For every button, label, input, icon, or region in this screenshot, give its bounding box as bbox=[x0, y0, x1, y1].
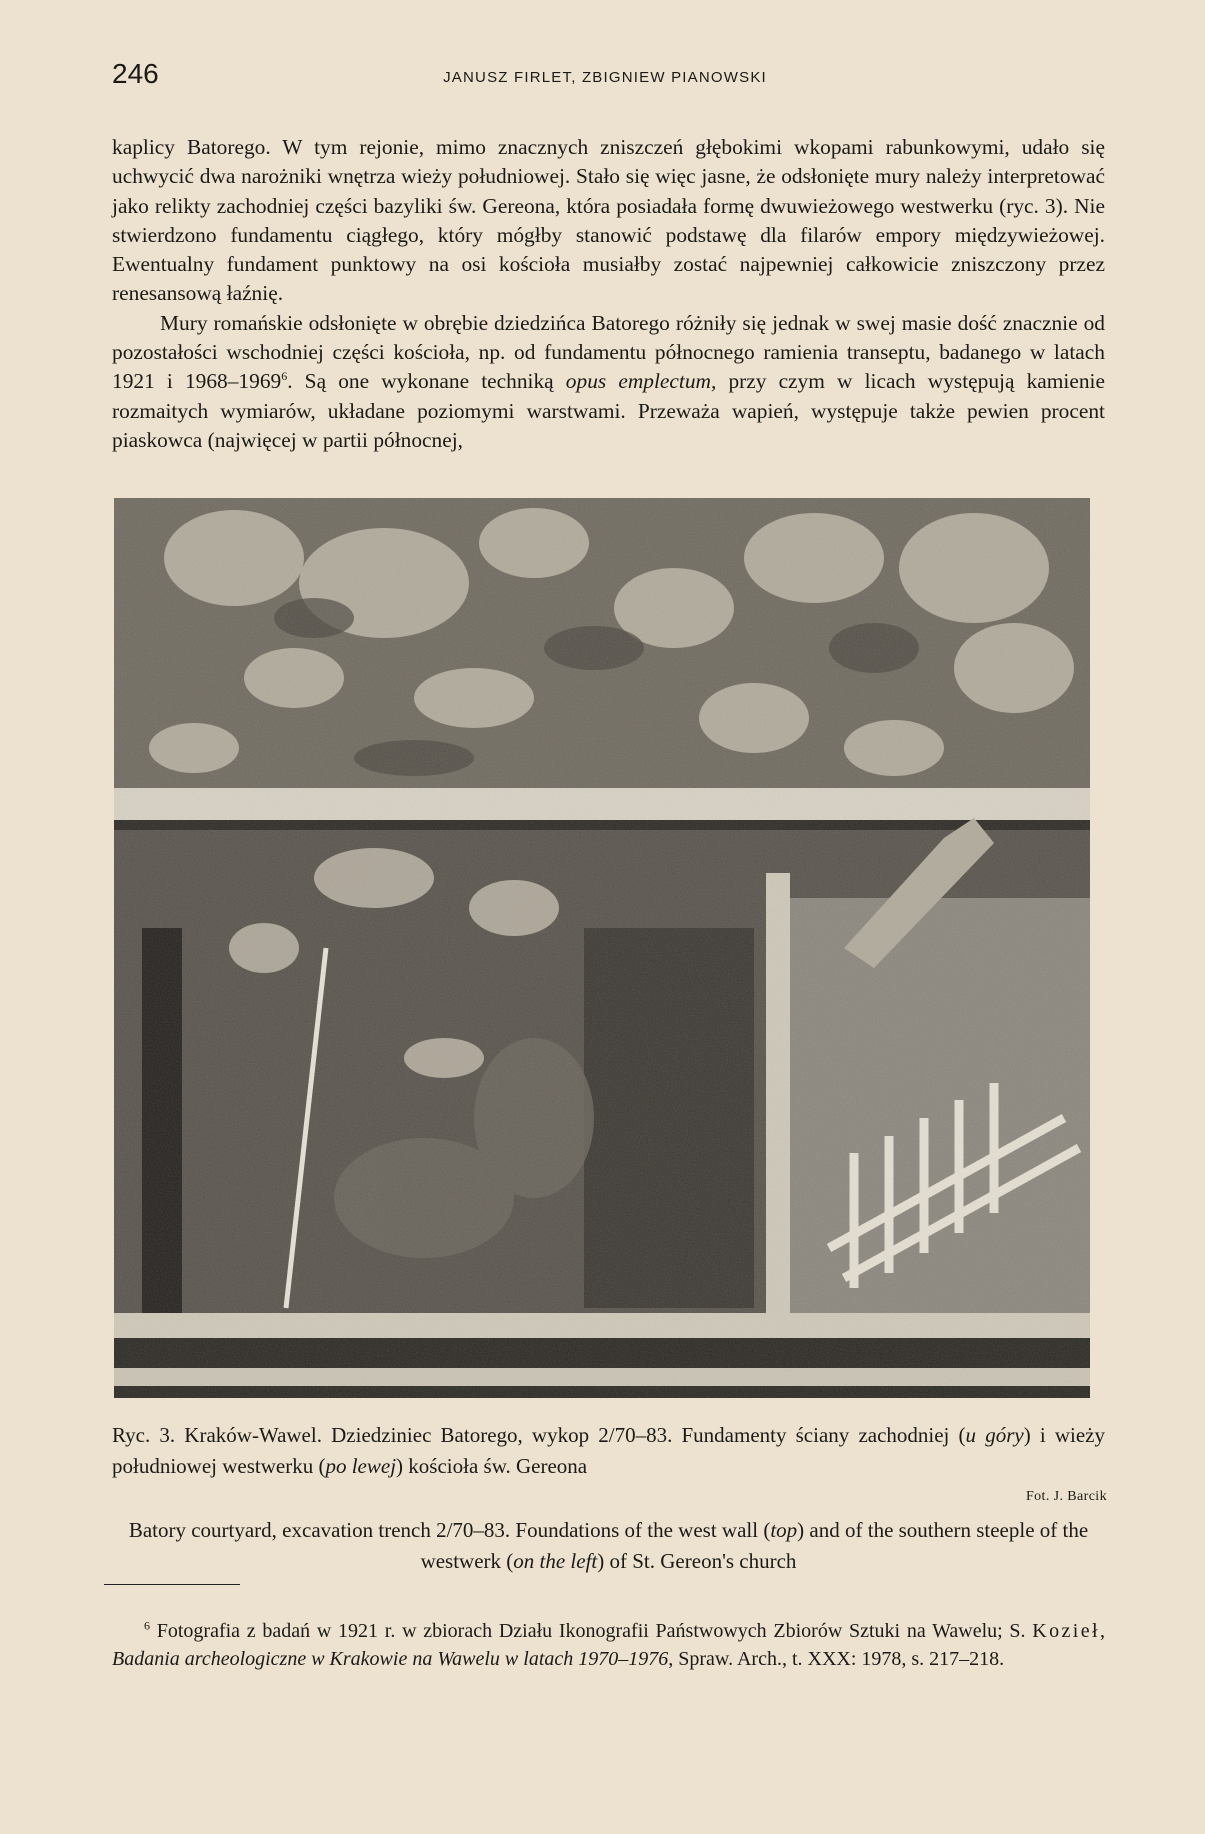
paragraph-1 bbox=[112, 133, 1105, 309]
page-number: 246 bbox=[112, 58, 159, 89]
photo-credit: Fot. J. Barcik bbox=[1025, 1489, 1107, 1504]
footnote-ref-6[interactable]: 6 bbox=[281, 369, 288, 384]
paragraph-1-text: kaplicy Batorego. W tym rejonie, mimo znacznych zniszczeń głębokimi wkopami rabunkowymi, udało się uchwycić dwa narożniki wnętrza wieży południowej. Stało się więc jasne, że odsłonięte mury należy interpretować jako relikty zachodniej części bazyliki św. Gereona, która posiadała formę dwuwieżowego westwerku (ryc. 3). Nie stwierdzono fundamentu ciągłego, który mógłby stanowić podstawę dla filarów empory międzywieżowej. Ewentualny fundament punktowy na osi kościoła musiałby zostać najpewniej całkowicie zniszczony przez renesansową łaźnię. bbox=[112, 135, 1105, 306]
excavation-photo bbox=[114, 498, 1090, 1398]
paragraph-2-text-c: przy czym w licach występują kamienie rozmaitych wymiarów, układane poziomymi warstwami. Przeważa wapień, występuje także pewien procent piaskowca (najwięcej w partii północnej, bbox=[112, 369, 1105, 452]
paragraph-2-text-b: . Są one wykonane techniką bbox=[287, 369, 566, 394]
photo-illustration bbox=[114, 498, 1090, 1398]
figure-caption-english: Batory courtyard, excavation trench 2/70–83. Foundations of the west wall (top) and of the southern steeple of the westwerk (on the left) of St. Gereon's church bbox=[128, 1518, 1089, 1573]
footnote-6: $^6$ Fotografia z badań w 1921 r. w zbiorach Działu Ikonografii Państwowych Zbiorów Sztuki na Wawelu; S. Kozieł, Badania archeologiczne w Krakowie na Wawelu w latach 1970–1976, Spraw. Arch., t. XXX: 1978, s. 217–218. bbox=[112, 1618, 1105, 1670]
italic-term: opus emplectum, bbox=[565, 369, 717, 394]
paragraph-2 bbox=[112, 309, 1105, 455]
footnote-number: 6 bbox=[144, 1618, 150, 1633]
paragraph-2-text-a: Mury romańskie odsłonięte w obrębie dziedzińca Batorego różniły się jednak w swej masie dość znacznie od pozostałości wschodniej części kościoła, np. od fundamentu północnego ramienia transeptu, badanego w latach 1921 i 1968–1969 bbox=[112, 310, 1105, 394]
footnote-divider bbox=[104, 1584, 240, 1585]
footnote-title: Badania archeologiczne w Krakowie na Wawelu w latach 1970–1976 bbox=[112, 1648, 669, 1670]
body-text bbox=[112, 133, 1105, 455]
page-header bbox=[112, 58, 1098, 98]
running-head: JANUSZ FIRLET, ZBIGNIEW PIANOWSKI bbox=[443, 69, 767, 86]
footnote-author: Kozieł bbox=[1032, 1620, 1100, 1642]
figure-caption-polish: Ryc. 3. Kraków-Wawel. Dziedziniec Batorego, wykop 2/70–83. Fundamenty ściany zachodniej (u góry) i wieży południowej westwerku (po lewej) kościoła św. Gereona bbox=[112, 1423, 1105, 1478]
